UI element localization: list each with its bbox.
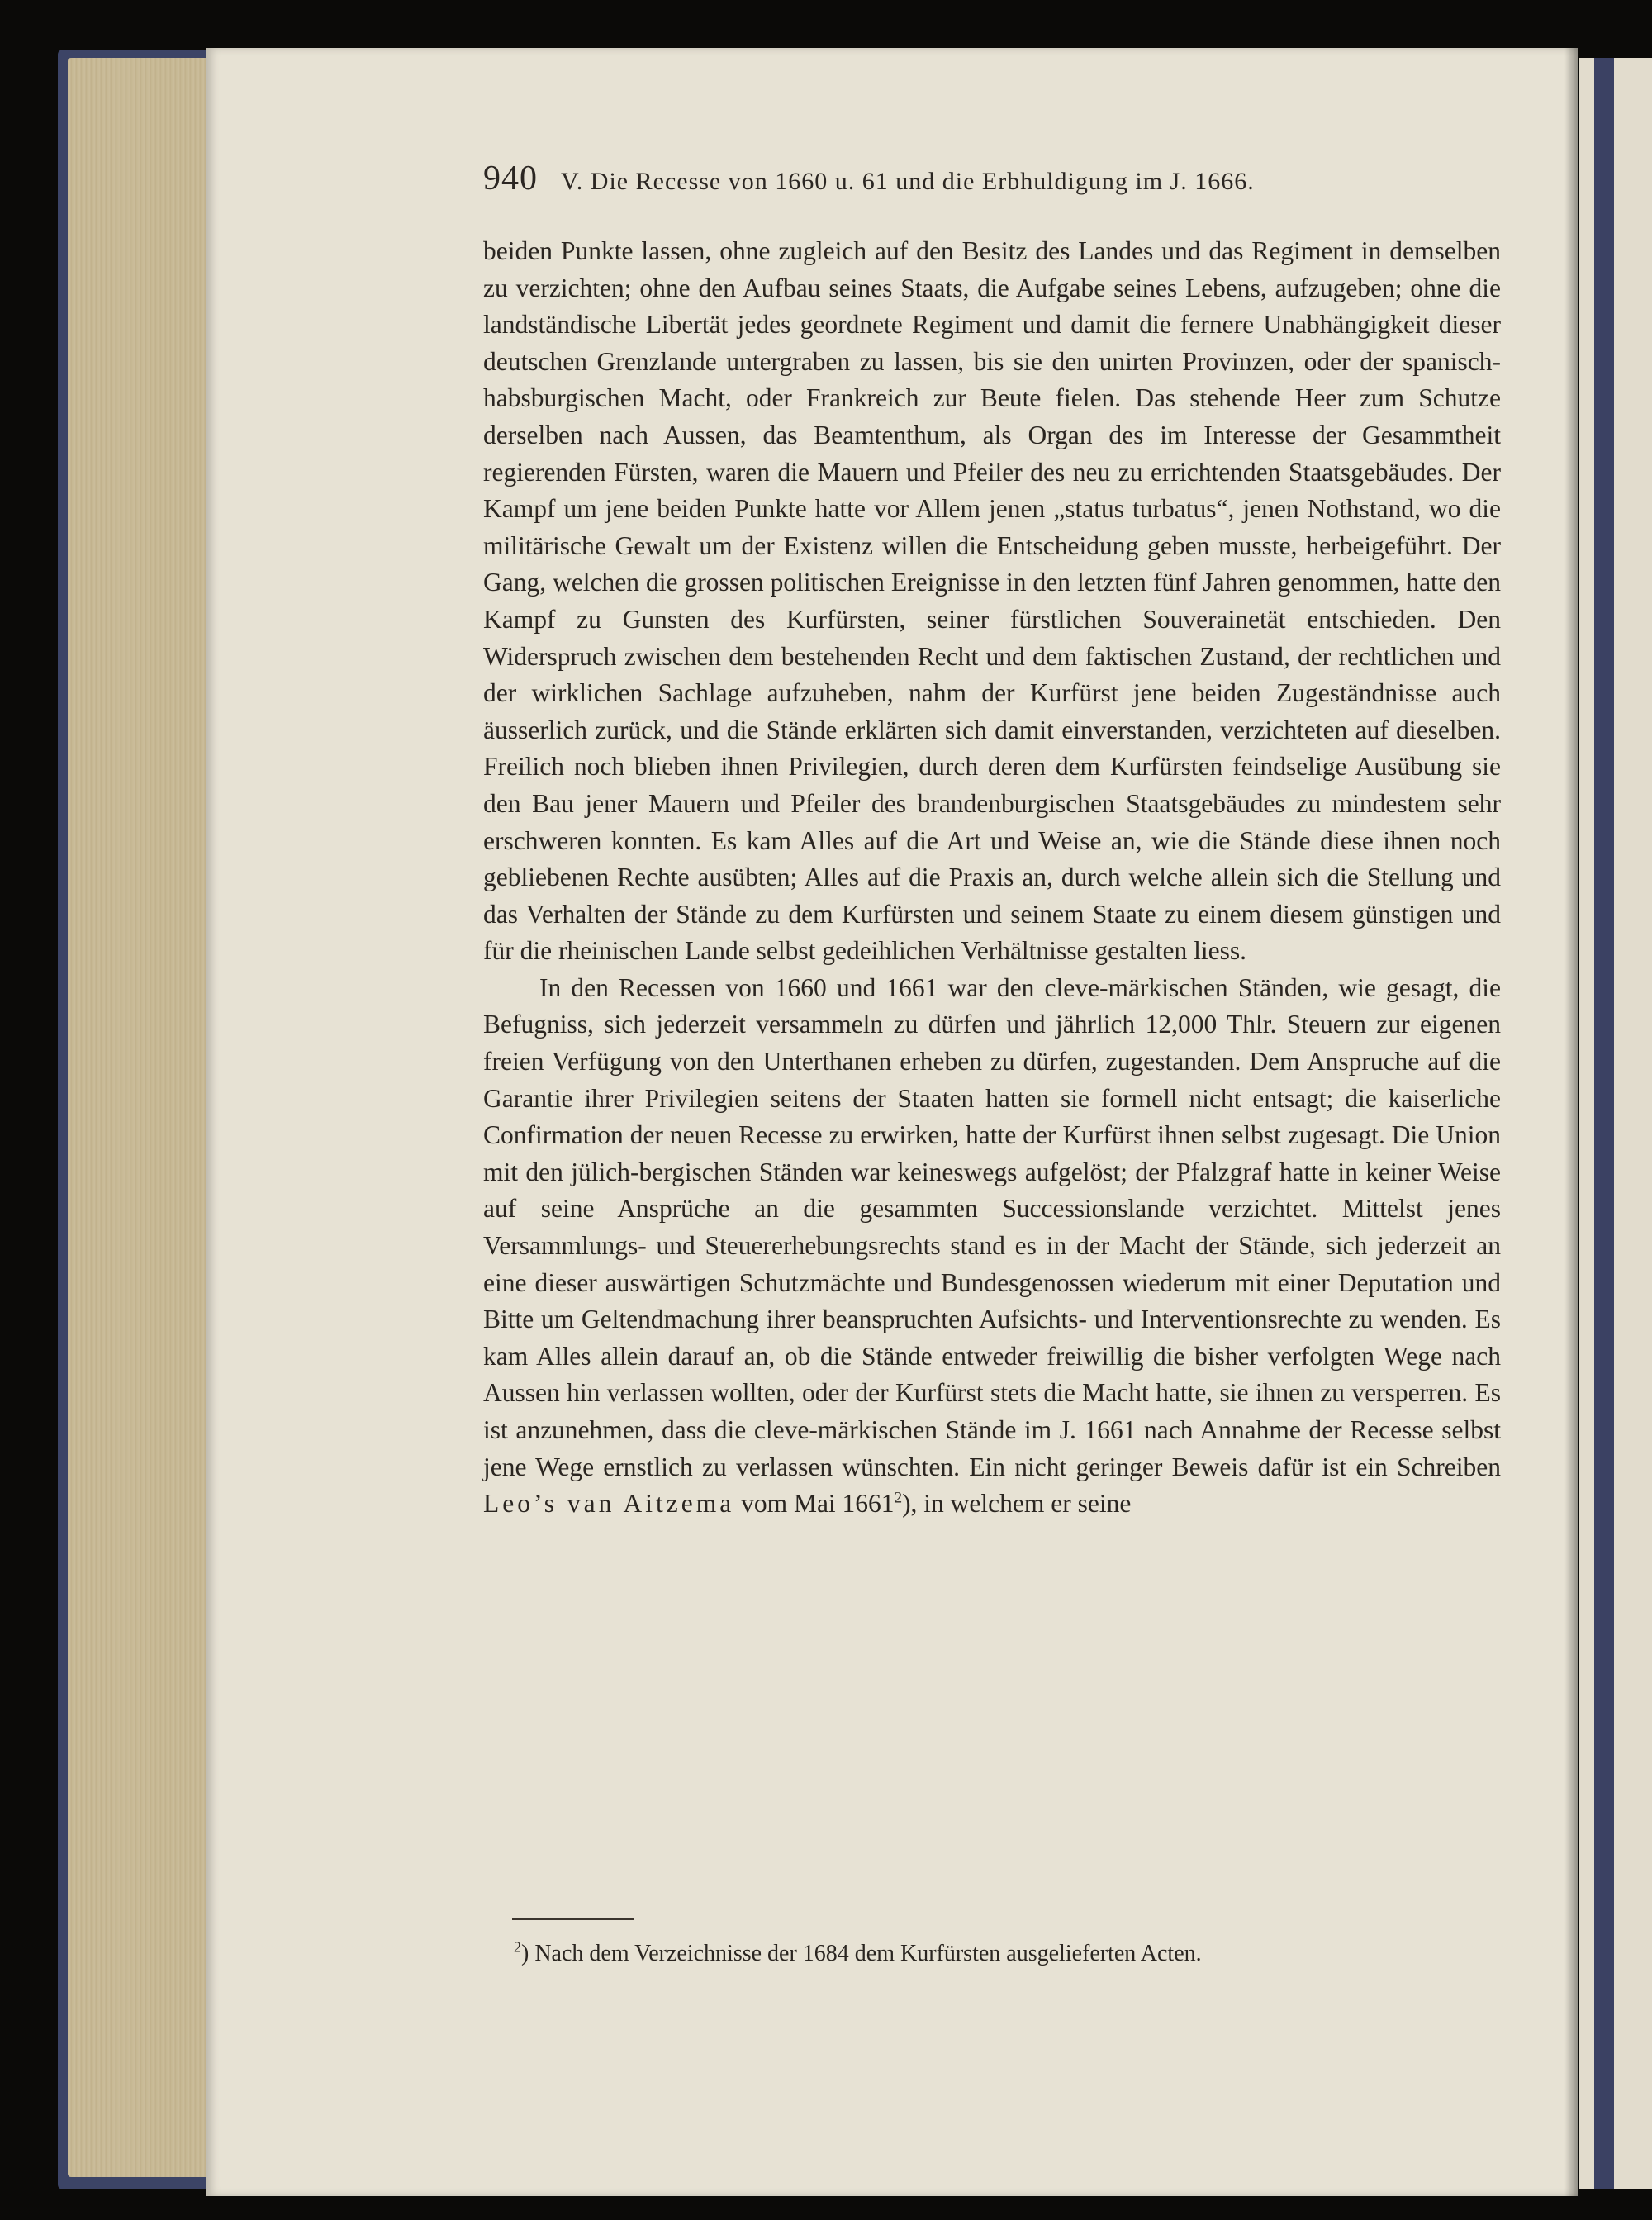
page-number: 940 [483, 159, 538, 197]
facing-page-edge [1579, 58, 1652, 2189]
paragraph [483, 233, 1501, 970]
paragraph-text: In den Recessen von 1660 und 1661 war den cleve-märkischen Ständen, wie gesagt, die Befugniss, sich jederzeit versammeln zu dürfen und jährlich 12,000 Thlr. Steuern zur eigenen freien Verfügung von den Unterthanen erheben zu dürfen, zugestanden. Dem Anspruche auf die Garantie ihrer Privilegien seitens der Staaten hatten sie formell nicht entsagt; die kaiserliche Confirmation der neuen Recesse zu erwirken, hatte der Kurfürst ihnen selbst zugesagt. Die Union mit den jülich-bergischen Ständen war keineswegs aufgelöst; der Pfalzgraf hatte in keiner Weise auf seine Ansprüche an die gesammten Successionslande verzichtet. Mittelst jenes Versammlungs- und Steuererhebungsrechts stand es in der Macht der Stände, sich jederzeit an eine dieser auswärtigen Schutzmächte und Bundesgenossen wiederum mit einer Deputation und Bitte um Geltendmachung ihrer beanspruchten Aufsichts- und Interventionsrechte zu wenden. Es kam Alles allein darauf an, ob die Stände entweder freiwillig die bisher verfolgten Wege nach Aussen hin verlassen wollten, oder der Kurfürst stets die Macht hatte, sie ihnen zu versperren. Es ist anzunehmen, dass die cleve-märkischen Stände im J. 1661 nach Annahme der Recesse selbst jene Wege ernstlich zu verlassen wünschten. Ein nicht geringer Beweis dafür ist ein Schreiben [483, 972, 1501, 1481]
paragraph-text: beiden Punkte lassen, ohne zugleich auf den Besitz des Landes und das Regiment in demselben zu verzichten; ohne den Aufbau seines Staats, die Aufgabe seines Lebens, aufzugeben; ohne die landständische Libertät jedes geordnete Regiment und damit die fernere Unabhängigkeit dieser deutschen Grenzlande untergraben zu lassen, bis sie den unirten Provinzen, oder der spanisch-habsburgischen Macht, oder Frankreich zur Beute fielen. Das stehende Heer zum Schutze derselben nach Aussen, das Beamtenthum, als Organ des im Interesse der Gesammtheit regierenden Fürsten, waren die Mauern und Pfeiler des neu zu errichtenden Staatsgebäudes. Der Kampf um jene beiden Punkte hatte vor Allem jenen „status turbatus“, jenen Nothstand, wo die militärische Gewalt um der Existenz willen die Entscheidung geben musste, herbeigeführt. Der Gang, welchen die grossen politischen Ereignisse in den letzten fünf Jahren genommen, hatte den Kampf zu Gunsten des Kurfürsten, seiner fürstlichen Souverainetät entschieden. Den Widerspruch zwischen dem bestehenden Recht und dem faktischen Zustand, der rechtlichen und der wirklichen Sachlage aufzuheben, nahm der Kurfürst jene beiden Zugeständnisse auch äusserlich zurück, und die Stände erklärten sich damit einverstanden, verzichteten auf dieselben. Freilich noch blieben ihnen Privilegien, durch deren dem Kurfürsten feindselige Ausübung sie den Bau jener Mauern und Pfeiler des brandenburgischen Staatsgebäudes zu mindestem sehr erschweren konnten. Es kam Alles auf die Art und Weise an, wie die Stände diese ihnen noch gebliebenen Rechte ausübten; Alles auf die Praxis an, durch welche allein sich die Stellung und das Verhalten der Stände zu dem Kurfürsten und seinem Staate zu einem diesem günstigen und für die rheinischen Lande selbst gedeihlichen Verhältnisse gestalten liess. [483, 236, 1501, 966]
footnote-reference: 2 [894, 1489, 903, 1507]
footnote-mark: 2 [514, 1938, 521, 1956]
running-head [483, 159, 1466, 208]
body-text [483, 233, 1501, 1523]
paragraph [483, 970, 1501, 1523]
footnote [514, 1938, 1488, 1970]
paragraph-text-continued: vom Mai 1661 [741, 1489, 895, 1519]
footnote-text: ) Nach dem Verzeichnisse der 1684 dem Kurfürsten ausgelieferten Acten. [521, 1941, 1202, 1966]
paragraph-text-closing: ), in welchem er seine [902, 1489, 1132, 1519]
chapter-title: V. Die Recesse von 1660 u. 61 und die Erbhuldigung im J. 1666. [561, 168, 1255, 195]
spine-shadow [1564, 48, 1578, 2196]
footnote-rule [512, 1918, 634, 1920]
spaced-name: Leo’s van Aitzema [483, 1489, 735, 1519]
facing-cover-edge [1594, 58, 1614, 2189]
